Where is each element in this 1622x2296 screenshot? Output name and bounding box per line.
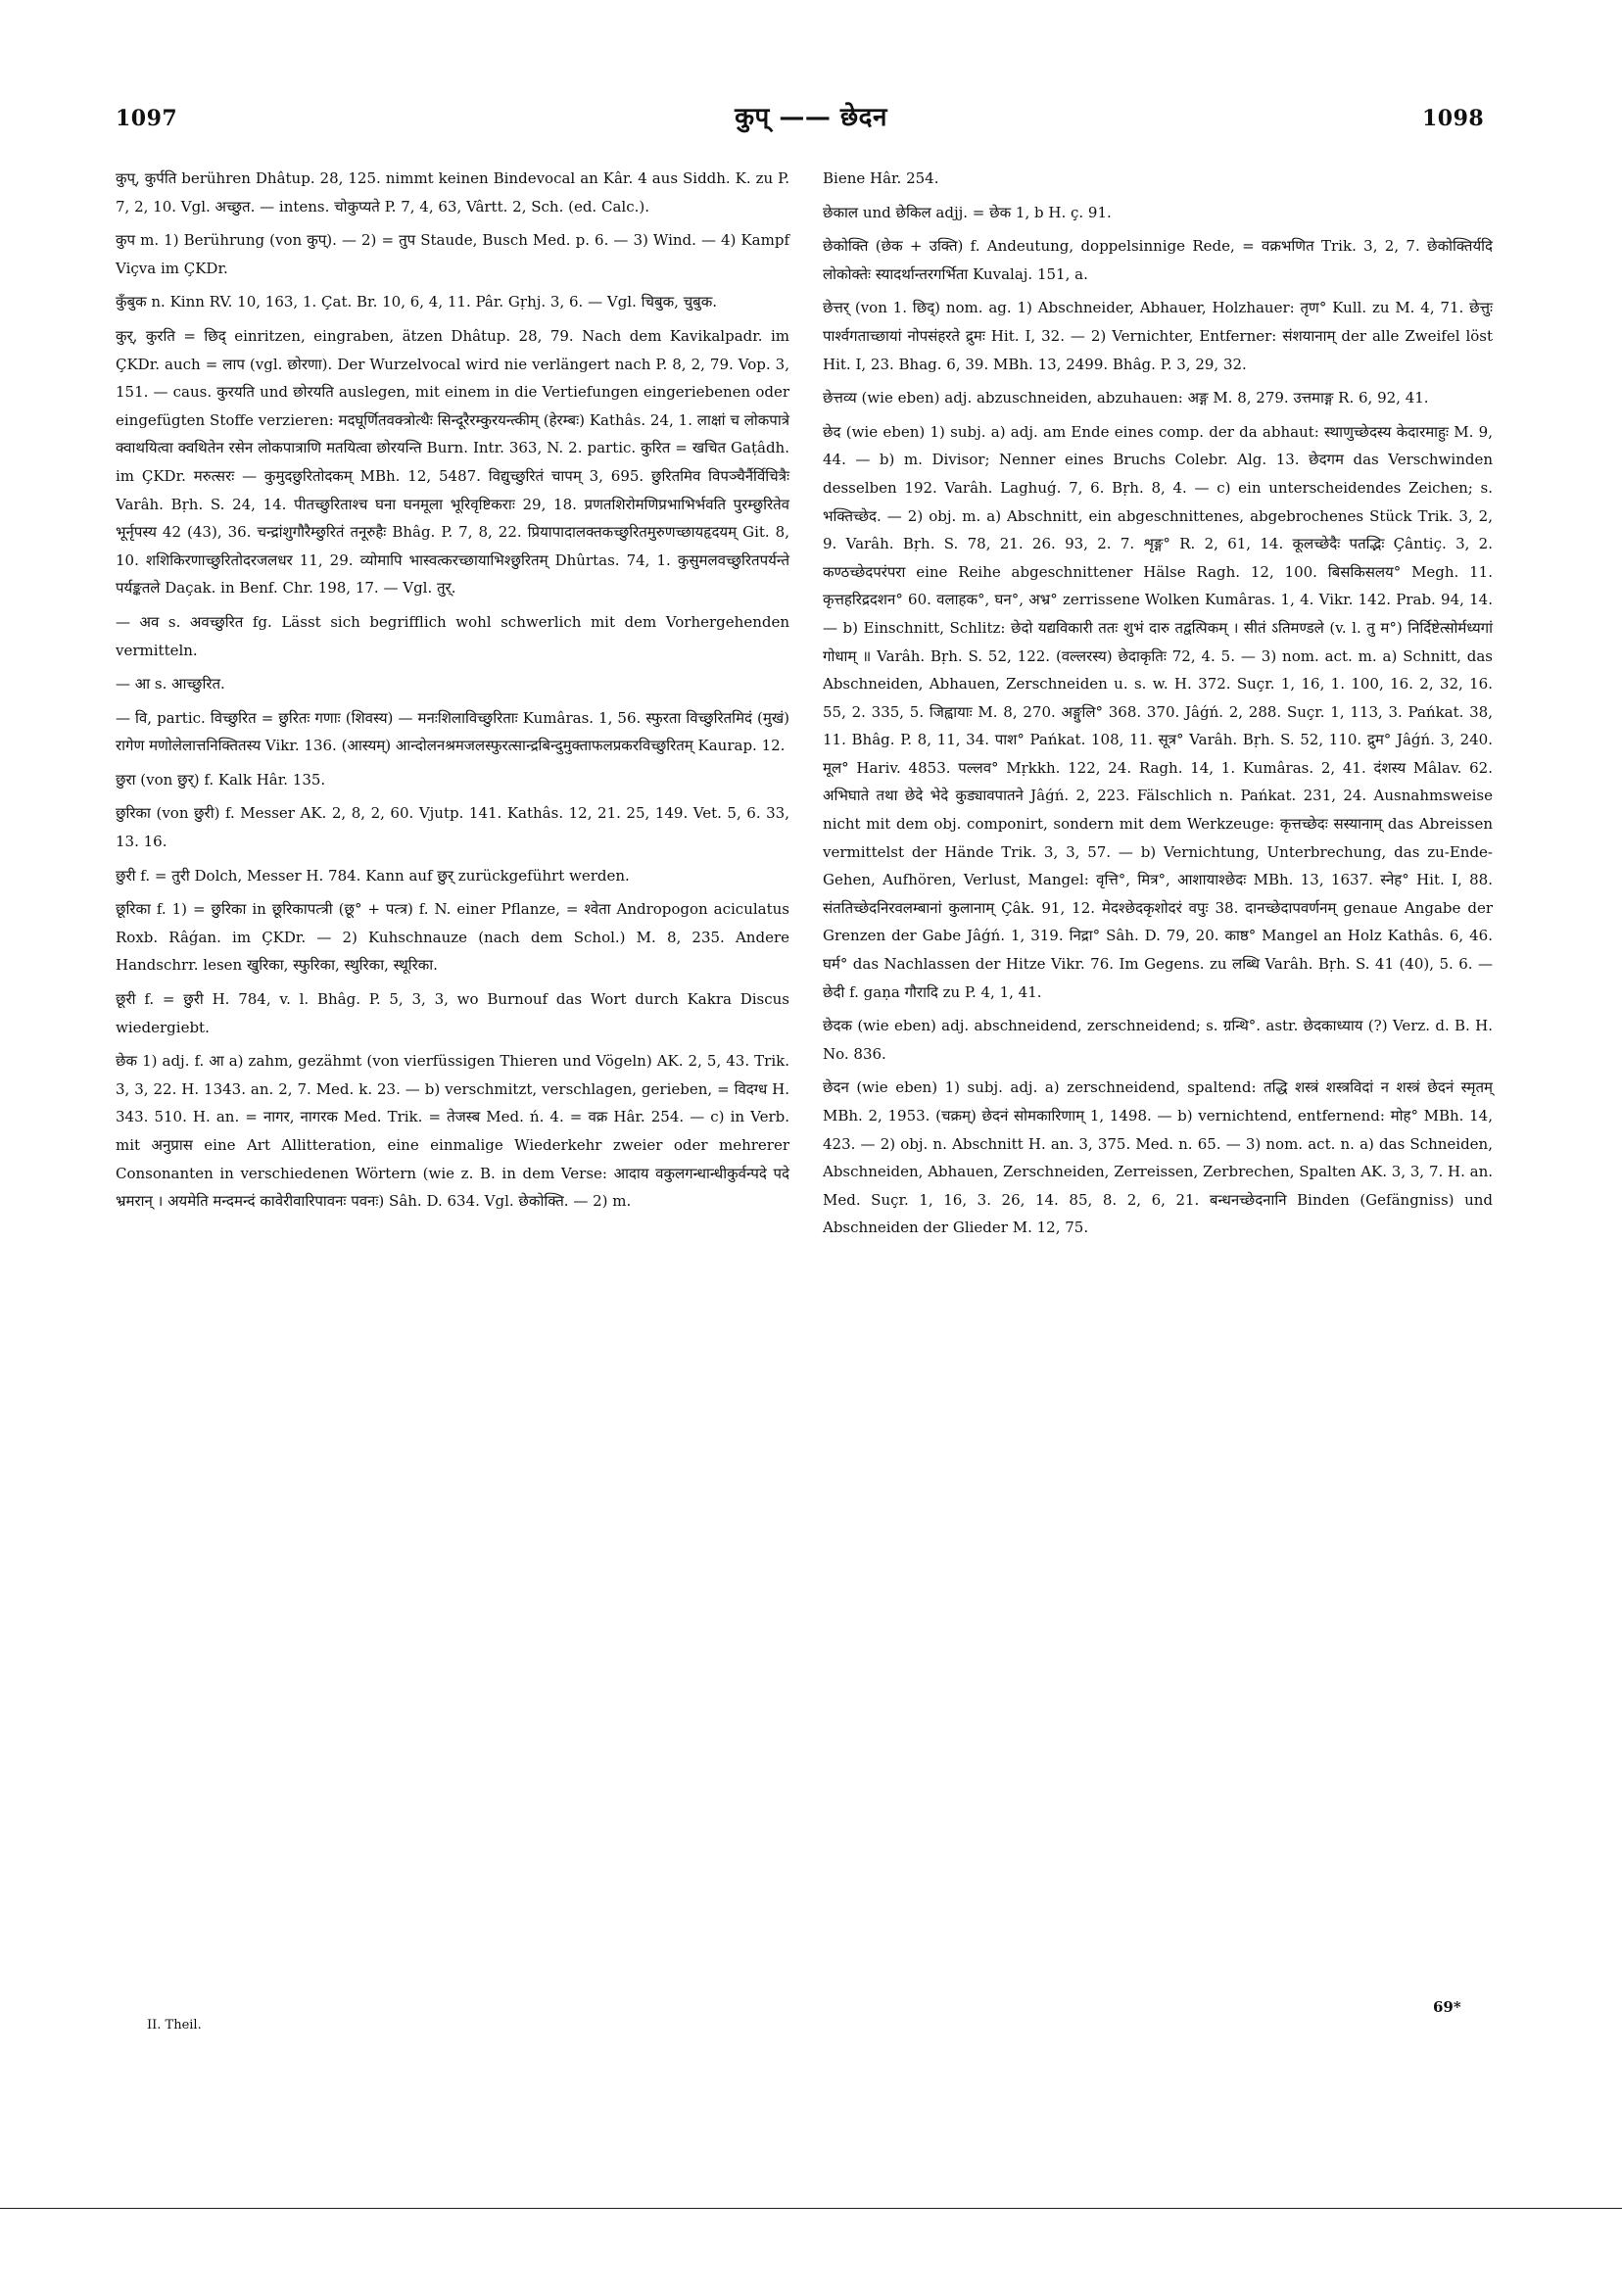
entry: छूरी f. = छुरी H. 784, v. l. Bhâg. P. 5, 3, 3, wo Burnouf das Wort durch Kakra Discus wiedergiebt. <box>116 990 789 1036</box>
entry: छुरा (von छुर्) f. Kalk Hâr. 135. <box>116 770 326 789</box>
entry: छेकाल und छेकिल adjj. = छेक 1, b H. ç. 91. <box>823 203 1112 221</box>
page-number-left: 1097 <box>116 106 178 131</box>
entry: छेक 1) adj. f. आ a) zahm, gezähmt (von vierfüssigen Thieren und Vögeln) AK. 2, 5, 43. Trik. 3, 3, 22. H. 1343. an. 2, 7. Med. k. 23. — b) verschmitzt, verschlagen, gerieben, = विदग्ध H. 343. 510. H. an. = नागर, नागरक Med. Trik. = तेजस्ब Med. ń. 4. = वक्र Hâr. 254. — c) in Verb. mit अनुप्रास eine Art Allitteration, eine einmalige Wiederkehr zweier oder mehrerer Consonanten in verschiedenen Wörtern (wie z. B. in dem Verse: आदाय वकुलगन्धान्धीकुर्वन्पदे पदे भ्रमरान् । अयमेति मन्दमन्दं कावेरीवारिपावनः पवनः) Sâh. D. 634. Vgl. छेकोक्ति. — 2) m. <box>116 1052 789 1211</box>
entry: Biene Hâr. 254. <box>823 169 939 187</box>
entry: — अव s. अवच्छुरित fg. Lässt sich begrifflich wohl schwerlich mit dem Vorhergehenden vermitteln. <box>116 612 789 659</box>
entry: कुप्, कुर्पति berühren Dhâtup. 28, 125. nimmt keinen Bindevocal an Kâr. 4 aus Siddh. K. zu P. 7, 2, 10. Vgl. अच्छुत. — intens. चोकुप्यते P. 7, 4, 63, Vârtt. 2, Sch. (ed. Calc.). <box>116 169 789 215</box>
entry: कुँबुक n. Kinn RV. 10, 163, 1. Çat. Br. 10, 6, 4, 11. Pâr. Gṛhj. 3, 6. — Vgl. चिबुक, चुबुक. <box>116 293 718 311</box>
entry: छेत्तर् (von 1. छिद्) nom. ag. 1) Abschneider, Abhauer, Holzhauer: तृण° Kull. zu M. 4, 71. छेत्तुः पार्श्वगताच्छायां नोपसंहरते द्रुमः Hit. I, 32. — 2) Vernichter, Entferner: संशयानाम् der alle Zweifel löst Hit. I, 23. Bhag. 6, 39. MBh. 13, 2499. Bhâg. P. 3, 29, 32. <box>823 299 1493 373</box>
left-column <box>116 165 789 1221</box>
entry: छूरिका f. 1) = छुरिका in छूरिकापत्त्री (छू° + पत्त्र) f. N. einer Pflanze, = श्वेता Andropogon aciculatus Roxb. Râǵan. im ÇKDr. — 2) Kuhschnauze (nach dem Schol.) M. 8, 235. Andere Handschrr. lesen खुरिका, स्फुरिका, स्थुरिका, स्थूरिका. <box>116 900 789 975</box>
entry: छेकोक्ति (छेक + उक्ति) f. Andeutung, doppelsinnige Rede, = वक्रभणित Trik. 3, 2, 7. छेकोक्तिर्यदि लोकोक्तेः स्यादर्थान्तरगर्भिता Kuvalaj. 151, a. <box>823 237 1493 283</box>
entry: छेत्तव्य (wie eben) adj. abzuschneiden, abzuhauen: अङ्ग M. 8, 279. उत्तमाङ्ग R. 6, 92, 41. <box>823 389 1429 407</box>
entry: — आ s. आच्छुरित. <box>116 675 225 694</box>
entry: छुरी f. = तुरी Dolch, Messer H. 784. Kann auf छुर् zurückgeführt werden. <box>116 866 630 885</box>
footer-volume: II. Theil. <box>147 2018 202 2033</box>
page-number-right: 1098 <box>1422 106 1485 131</box>
entry: कुप m. 1) Berührung (von कुप्). — 2) = तुप Staude, Busch Med. p. 6. — 3) Wind. — 4) Kampf Viçva im ÇKDr. <box>116 231 789 277</box>
entry: छेद (wie eben) 1) subj. a) adj. am Ende eines comp. der da abhaut: स्थाणुच्छेदस्य केदारमाहुः M. 9, 44. — b) m. Divisor; Nenner eines Bruchs Colebr. Alg. 13. छेदगम das Verschwinden desselben 192. Varâh. Laghuǵ. 7, 6. Bṛh. 8, 4. — c) ein unterscheidendes Zeichen; s. भक्तिच्छेद. — 2) obj. m. a) Abschnitt, ein abgeschnittenes, abgebrochenes Stück Trik. 3, 2, 9. Varâh. Bṛh. S. 78, 21. 26. 93, 2. 7. शृङ्ग° R. 2, 61, 14. कूलच्छेदैः पतद्भिः Çântiç. 3, 2. कण्ठच्छेदपरंपरा eine Reihe abgeschnittener Hälse Ragh. 12, 100. बिसकिसलय° Megh. 11. कृत्तहरिद्रदशन° 60. वलाहक°, घन°, अभ्र° zerrissene Wolken Kumâras. 1, 4. Vikr. 142. Prab. 94, 14. — b) Einschnitt, Schlitz: छेदो यद्यविकारी ततः शुभं दारु तद्वत्पिकम् । सीतं ऽतिमण्डले (v. l. तु म°) निर्दिष्टेत्सोर्मध्यगां गोधाम् ॥ Varâh. Bṛh. S. 52, 122. (वल्लरस्य) छेदाकृतिः 72, 4. 5. — 3) nom. act. m. a) Schnitt, das Abschneiden, Abhauen, Zerschneiden u. s. w. H. 372. Suçr. 1, 16, 1. 100, 16. 2, 32, 16. 55, 2. 335, 5. जिह्वायाः M. 8, 270. अङ्गुलि° 368. 370. Jâǵń. 2, 288. Suçr. 1, 113, 3. Pańkat. 38, 11. Bhâg. P. 8, 11, 34. पाश° Pańkat. 108, 11. सूत्र° Varâh. Bṛh. S. 52, 110. द्रुम° Jâǵń. 3, 240. मूल° Hariv. 4853. पल्लव° Mṛkkh. 122, 24. Ragh. 14, 1. Kumâras. 2, 41. दंशस्य Mâlav. 62. अभिघाते तथा छेदे भेदे कुड्यावपातने Jâǵń. 2, 223. Fälschlich n. Pańkat. 231, 24. Ausnahmsweise nicht mit dem obj. componirt, sondern mit dem Werkzeuge: कृत्तच्छेदः सस्यानाम् das Abreissen vermittelst der Hände Trik. 3, 3, 57. — b) Vernichtung, Unterbrechung, das zu-Ende-Gehen, Aufhören, Verlust, Mangel: वृत्ति°, मित्र°, आशायाश्छेदः MBh. 13, 1637. स्नेह° Hit. I, 88. संततिच्छेदनिरवलम्बानां कुलानाम् Çâk. 91, 12. मेदश्छेदकृशोदरं वपुः 38. दानच्छेदापवर्णनम् genaue Angabe der Grenzen der Gabe Jâǵń. 1, 319. निद्रा° Sâh. D. 79, 20. काष्ठ° Mangel an Holz Kathâs. 6, 46. घर्म° das Nachlassen der Hitze Vikr. 76. Im Gegens. zu लब्धि Varâh. Bṛh. S. 41 (40), 5. 6. — छेदी f. gaṇa गौरादि zu P. 4, 1, 41. <box>823 422 1493 1001</box>
running-head: कुप् —— छेदन <box>735 103 887 132</box>
signature-mark: 69* <box>1433 1998 1461 2016</box>
entry: कुर्, कुरति = छिद् einritzen, eingraben, ätzen Dhâtup. 28, 79. Nach dem Kavikalpadr. im ÇKDr. auch = लाप (vgl. छोरणा). Der Wurzelvocal wird nie verlängert nach P. 8, 2, 79. Vop. 3, 151. — caus. कुरयति und छोरयति auslegen, mit einem in die Vertiefungen eingeriebenen oder eingefügten Stoffe verzieren: मदघूर्णितवक्त्रोत्थैः सिन्दूरैरम्कुरयन्त्कीम् (हेरम्बः) Kathâs. 24, 1. लाक्षां च लोकपात्रे क्वाथयित्वा क्वथितेन रसेन लोकपात्राणि मतयित्वा छोरयन्ति Burn. Intr. 363, N. 2. partic. कुरित = खचित Gaṭâdh. im ÇKDr. मरुत्सरः — कुमुदछुरितोदकम् MBh. 12, 5487. विद्युच्छुरितं चापम् 3, 695. छुरितमिव विपञ्चैर्नैर्विचित्रैः Varâh. Bṛh. S. 24, 14. पीतच्छुरिताश्च घना घनमूला भूरिवृष्टिकराः 29, 18. प्रणतशिरोमणिप्रभाभिर्भवति पुरम्छुरितेव भूर्नृपस्य 42 (43), 36. चन्द्रांशुगौरैम्छुरितं तनूरुहैः Bhâg. P. 7, 8, 22. प्रियापादालक्तकच्छुरितमुरुणच्छायहृदयम् Git. 8, 10. शशिकिरणाच्छुरितोदरजलधर 11, 29. व्योमापि भास्वत्करच्छायाभिश्छुरितम् Dhûrtas. 74, 1. कुसुमलवच्छुरितपर्यन्ते पर्यङ्कतले Daçak. in Benf. Chr. 198, 17. — Vgl. तुर्. <box>116 326 789 598</box>
bottom-rule <box>0 2208 1622 2209</box>
right-column <box>823 165 1493 1248</box>
entry: छेदक (wie eben) adj. abschneidend, zerschneidend; s. ग्रन्थि°. astr. छेदकाध्याय (?) Verz. d. B. H. No. 836. <box>823 1017 1493 1063</box>
entry: — वि, partic. विच्छुरित = छुरितः गणाः (शिवस्य) — मनःशिलाविच्छुरिताः Kumâras. 1, 56. स्फुरता विच्छुरितमिदं (मुखं) रागेण मणोलेलात्तनिक्तितस्य Vikr. 136. (आस्यम्) आन्दोलनश्रमजलस्फुरत्सान्द्रबिन्दुमुक्ताफलप्रकरविच्छुरितम् Kaurap. 12. <box>116 708 789 755</box>
entry: छुरिका (von छुरी) f. Messer AK. 2, 8, 2, 60. Vjutp. 141. Kathâs. 12, 21. 25, 149. Vet. 5, 6. 33, 13. 16. <box>116 804 789 851</box>
entry: छेदन (wie eben) 1) subj. adj. a) zerschneidend, spaltend: तद्धि शस्त्रं शस्त्रविदां न शस्त्रं छेदनं स्मृतम् MBh. 2, 1953. (चक्रम्) छेदनं सोमकारिणाम् 1, 1498. — b) vernichtend, entfernend: मोह° MBh. 14, 423. — 2) obj. n. Abschnitt H. an. 3, 375. Med. n. 65. — 3) nom. act. n. a) das Schneiden, Abschneiden, Abhauen, Zerschneiden, Zerreissen, Zerbrechen, Spalten AK. 3, 3, 7. H. an. Med. Suçr. 1, 16, 3. 26, 14. 85, 8. 2, 6, 21. बन्धनच्छेदनानि Binden (Gefängniss) und Abschneiden der Glieder M. 12, 75. <box>823 1078 1494 1237</box>
